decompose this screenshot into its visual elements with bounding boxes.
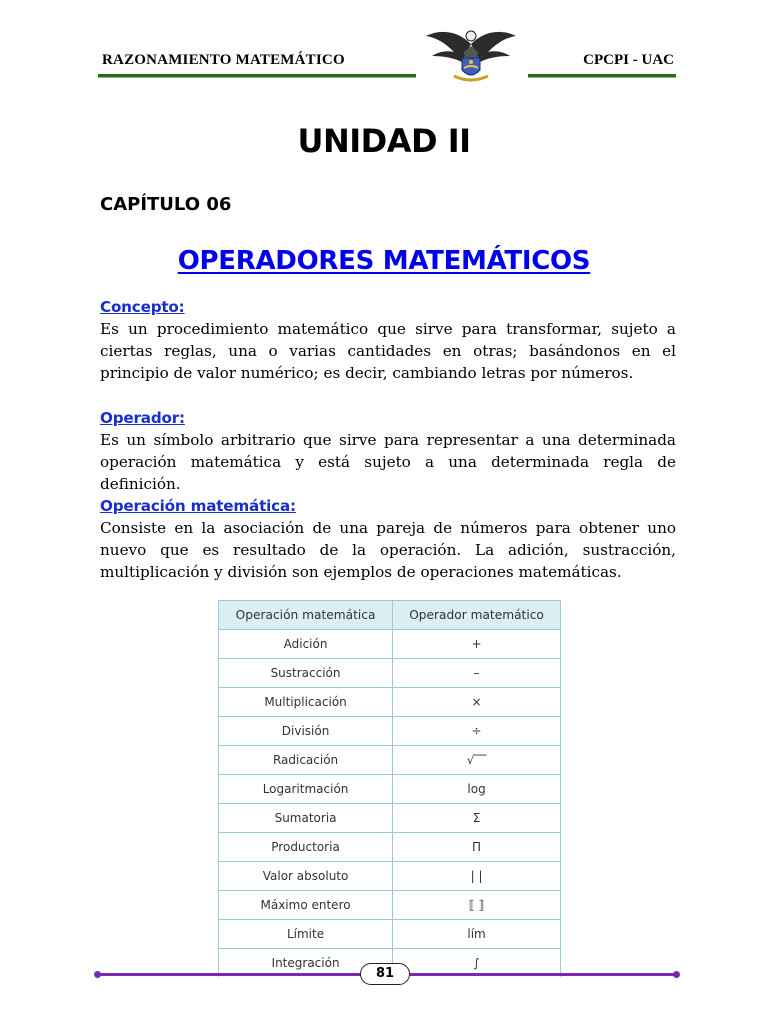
section-heading: Operación matemática: (100, 497, 296, 515)
chapter-heading: CAPÍTULO 06 (100, 194, 232, 215)
table-cell: | | (393, 862, 561, 891)
university-emblem-icon (424, 22, 518, 84)
table-cell: Valor absoluto (219, 862, 393, 891)
section-body: Es un símbolo arbitrario que sirve para representar a una determinada operación matemática y está sujeto a una determinada regla de definición. (100, 431, 676, 493)
header-title-right: CPCPI - UAC (583, 52, 674, 68)
operators-table (218, 600, 561, 977)
footer-rule-left (98, 973, 362, 976)
table-row (219, 891, 561, 920)
section-heading: Concepto: (100, 298, 185, 316)
section-heading: Operador: (100, 409, 185, 427)
table-cell: Radicación (219, 746, 393, 775)
table-cell: Logaritmación (219, 775, 393, 804)
section-operador (100, 407, 676, 495)
table-cell: × (393, 688, 561, 717)
table-row (219, 746, 561, 775)
table-row (219, 920, 561, 949)
table-row (219, 804, 561, 833)
table-cell: Máximo entero (219, 891, 393, 920)
table-header-cell: Operador matemático (393, 601, 561, 630)
table-cell: √‾‾ (393, 746, 561, 775)
table-row (219, 630, 561, 659)
table-header-row (219, 601, 561, 630)
table-cell: Sumatoria (219, 804, 393, 833)
table-cell: ÷ (393, 717, 561, 746)
header-rule-right (528, 74, 676, 78)
table-row (219, 833, 561, 862)
header-rule-left (98, 74, 416, 78)
main-title (0, 246, 768, 276)
main-title-text: OPERADORES MATEMÁTICOS (177, 246, 591, 276)
table-row (219, 717, 561, 746)
section-operacion-matematica (100, 495, 676, 583)
table-cell: Π (393, 833, 561, 862)
section-body: Es un procedimiento matemático que sirve para transformar, sujeto a ciertas reglas, una o varias cantidades en otras; basándonos en el principio de valor numérico; es decir, cambiando letras por números. (100, 320, 676, 382)
table-row (219, 688, 561, 717)
page-number-badge: 81 (360, 963, 410, 985)
unit-title: UNIDAD II (297, 122, 471, 160)
table-row (219, 659, 561, 688)
table-cell: Productoria (219, 833, 393, 862)
table-row (219, 862, 561, 891)
header-title-left: RAZONAMIENTO MATEMÁTICO (102, 52, 345, 68)
table-cell: ∫ (393, 949, 561, 978)
table-cell: log (393, 775, 561, 804)
table-cell: + (393, 630, 561, 659)
table-cell: Adición (219, 630, 393, 659)
table-cell: Integración (219, 949, 393, 978)
section-concepto (100, 296, 676, 384)
table-row (219, 775, 561, 804)
footer-dot-right (673, 971, 680, 978)
table-cell: División (219, 717, 393, 746)
section-body: Consiste en la asociación de una pareja de números para obtener uno nuevo que es resultado de la operación. La adición, sustracción, multiplicación y división son ejemplos de operaciones matemáticas. (100, 519, 676, 581)
table-cell: lím (393, 920, 561, 949)
table-cell: ⟦ ⟧ (393, 891, 561, 920)
table-cell: Σ (393, 804, 561, 833)
footer-rule-right (410, 973, 676, 976)
table-cell: Multiplicación (219, 688, 393, 717)
footer-dot-left (94, 971, 101, 978)
table-cell: Sustracción (219, 659, 393, 688)
table-cell: – (393, 659, 561, 688)
table-header-cell: Operación matemática (219, 601, 393, 630)
table-cell: Límite (219, 920, 393, 949)
